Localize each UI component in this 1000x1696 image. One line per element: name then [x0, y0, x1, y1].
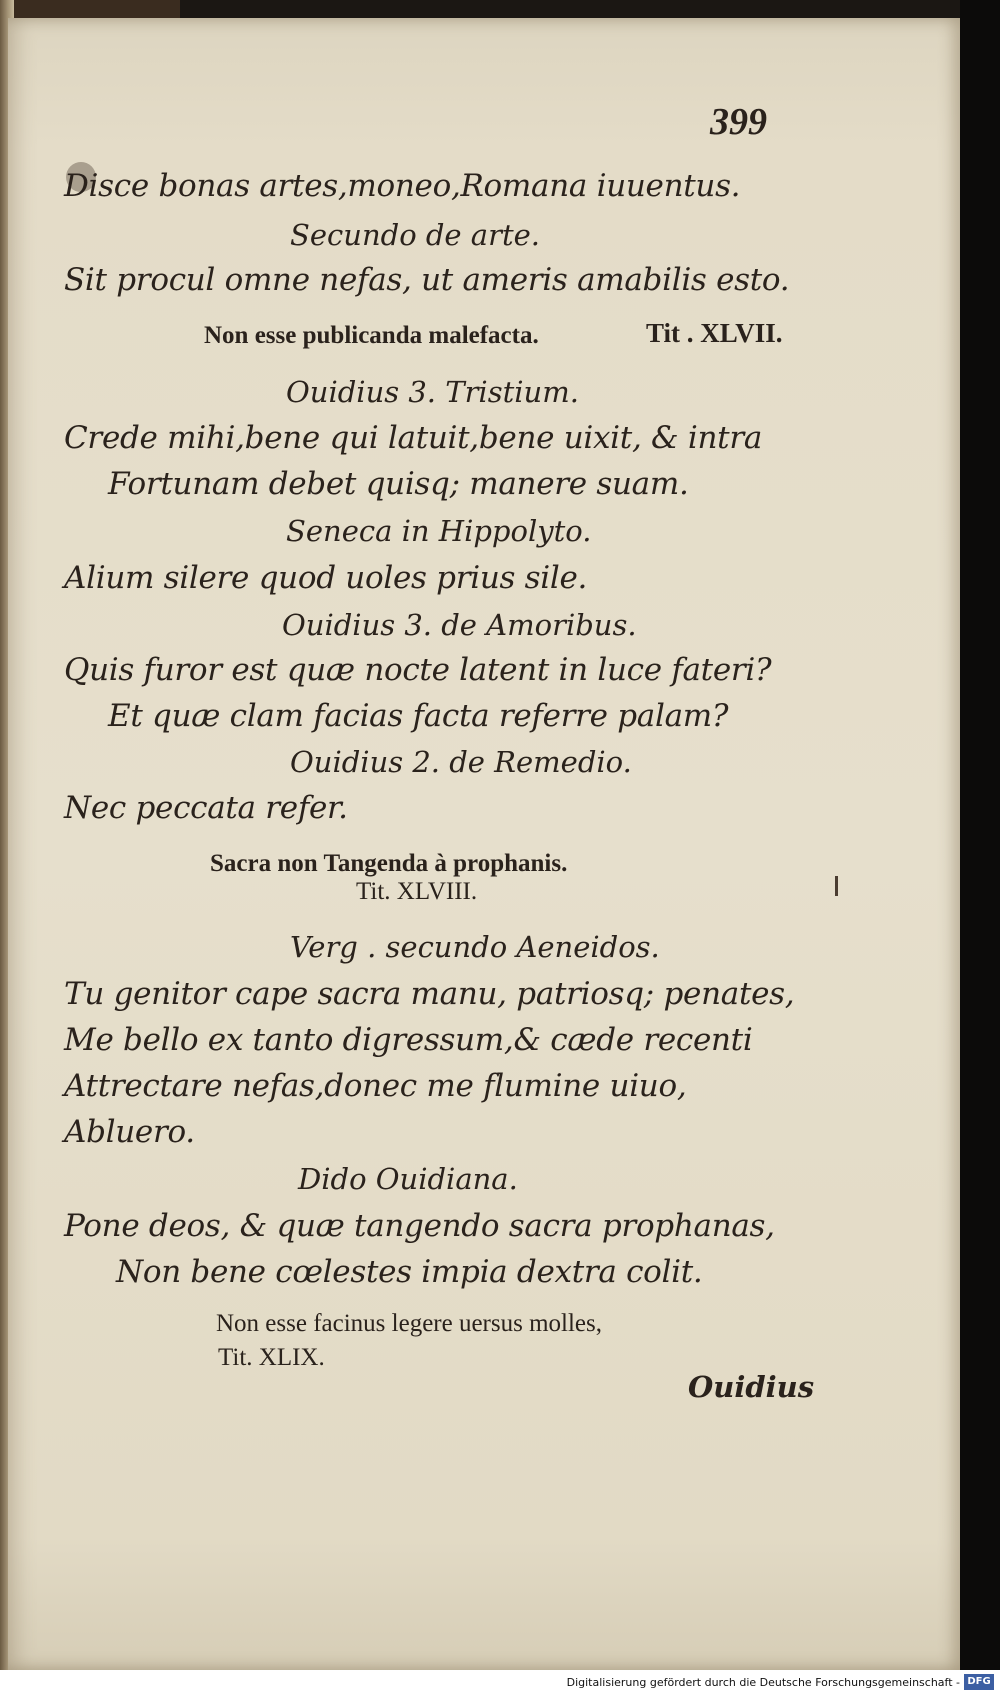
catchword: Ouidius — [688, 1370, 815, 1404]
verse-line: Tu genitor cape sacra manu, patriosq; penates, — [64, 976, 795, 1012]
verse-line: Pone deos, & quæ tangendo sacra prophanas, — [64, 1208, 775, 1244]
section-title: Non esse facinus legere uersus molles, — [216, 1310, 602, 1337]
verse-line: Fortunam debet quisq; manere suam. — [108, 466, 689, 502]
verse-line: Abluero. — [64, 1114, 195, 1150]
scan-background — [180, 0, 960, 20]
verse-line: Attrectare nefas,donec me flumine uiuo, — [64, 1068, 687, 1104]
source-heading: Ouidius 3. Tristium. — [286, 375, 579, 409]
binding-top — [0, 0, 180, 20]
page-number: 399 — [710, 101, 767, 143]
verse-line: Crede mihi,bene qui latuit,bene uixit, & intra — [64, 420, 763, 456]
source-heading: Ouidius 3. de Amoribus. — [282, 608, 637, 642]
source-heading: Ouidius 2. de Remedio. — [290, 745, 632, 779]
section-number: Tit. XLIX. — [218, 1344, 325, 1371]
verse-line: Me bello ex tanto digressum,& cæde recenti — [64, 1022, 753, 1058]
verse-line: Non bene cœlestes impia dextra colit. — [116, 1254, 703, 1290]
verse-line: Nec peccata refer. — [64, 790, 348, 826]
section-number: Tit. XLVIII. — [356, 878, 478, 905]
source-heading: Verg . secundo Aeneidos. — [290, 930, 660, 964]
verse-line: Sit procul omne nefas, ut ameris amabilis esto. — [64, 262, 790, 298]
verse-line: Disce bonas artes,moneo,Romana iuuentus. — [64, 168, 741, 204]
section-number: Tit . XLVII. — [646, 318, 783, 348]
verse-line: Quis furor est quæ nocte latent in luce fateri? — [64, 652, 772, 688]
margin-mark — [835, 876, 838, 896]
verse-line: Et quæ clam facias facta referre palam? — [108, 698, 729, 734]
dfg-logo: DFG — [964, 1674, 994, 1690]
section-title: Non esse publicanda malefacta. — [204, 322, 539, 349]
footer-credit: Digitalisierung gefördert durch die Deutsche Forschungsgemeinschaft - — [566, 1676, 960, 1689]
source-heading: Secundo de arte. — [290, 218, 540, 252]
source-heading: Seneca in Hippolyto. — [286, 514, 592, 548]
section-title: Sacra non Tangenda à prophanis. — [210, 850, 568, 877]
source-heading: Dido Ouidiana. — [298, 1162, 518, 1196]
verse-line: Alium silere quod uoles prius sile. — [64, 560, 588, 596]
